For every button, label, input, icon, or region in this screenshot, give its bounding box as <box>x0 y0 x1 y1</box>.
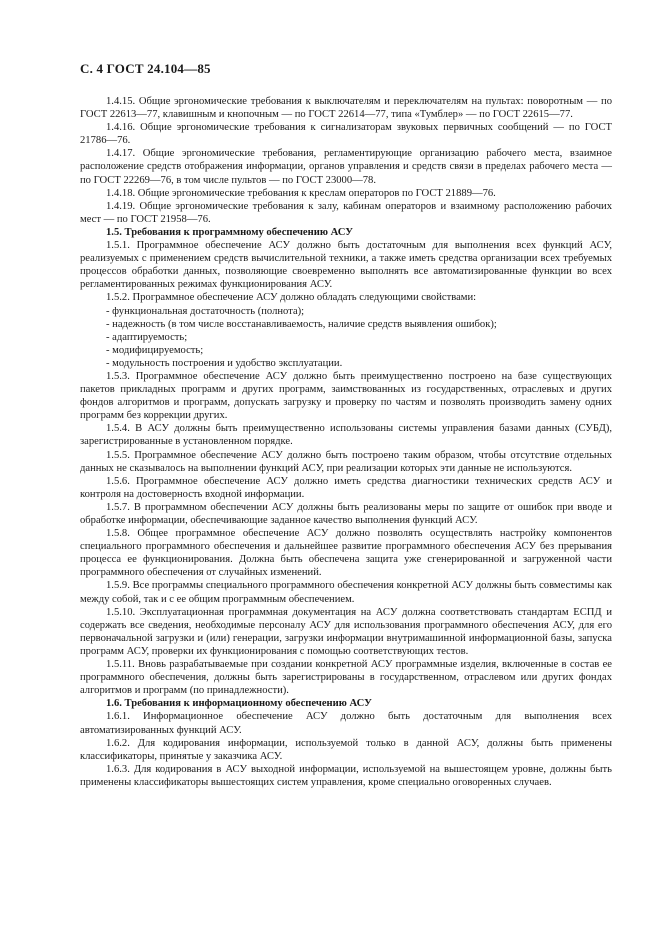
paragraph: 1.5.8. Общее программное обеспечение АСУ должно позволять осуществлять настройку компонентов специального программного обеспечения и дальнейшее развитие программного обеспечения АСУ без прерывания процесса ее функционирования. Должна быть обеспечена защита уже сгенерированной и загруженной части программного обеспечения от случайных изменений. <box>80 528 612 579</box>
paragraph: 1.5.9. Все программы специального программного обеспечения конкретной АСУ должны быть совместимы как между собой, так и с ее общим программным обеспечением. <box>80 580 612 605</box>
list-item: - адаптируемость; <box>106 331 188 343</box>
paragraph: 1.4.19. Общие эргономические требования к залу, кабинам операторов и взаимному расположению рабочих мест — по ГОСТ 21958—76. <box>80 200 612 225</box>
paragraph: 1.5.3. Программное обеспечение АСУ должно быть преимущественно построено на базе существующих пакетов прикладных программ и других программ, заимствованных из государственных, отраслевых и других фондов алгоритмов и программ, допускать загрузку и проверку по частям и позволять производить замену одних программ без коррекции других. <box>80 370 612 422</box>
paragraph: 1.4.17. Общие эргономические требования, регламентирующие организацию рабочего места, взаимное расположение средств отображения информации, органов управления и средств связи в пределах рабочего места — по ГОСТ 22269—76, в том числе пультов — по ГОСТ 23000—78. <box>80 148 612 186</box>
list-item: - функциональная достаточность (полнота); <box>106 305 305 317</box>
paragraph: 1.5.2. Программное обеспечение АСУ должно обладать следующими свойствами: <box>106 292 477 304</box>
paragraph: 1.4.16. Общие эргономические требования к сигнализаторам звуковых первичных сообщений — по ГОСТ 21786—76. <box>80 122 612 147</box>
list-item: - модульность построения и удобство эксплуатации. <box>106 357 343 369</box>
page-header: С. 4 ГОСТ 24.104—85 <box>80 61 211 76</box>
paragraph: 1.6.2. Для кодирования информации, используемой только в данной АСУ, должны быть применены классификаторы, принятые у заказчика АСУ. <box>80 737 612 762</box>
paragraph: 1.5.6. Программное обеспечение АСУ должно иметь средства диагностики технических средств АСУ и контроля на достоверность входной информации. <box>80 475 612 500</box>
paragraph: 1.6.1. Информационное обеспечение АСУ должно быть достаточным для выполнения всех автоматизированных функций АСУ. <box>80 711 612 736</box>
list-item: - модифицируемость; <box>106 344 204 356</box>
paragraph: 1.5.5. Программное обеспечение АСУ должно быть построено таким образом, чтобы отсутствие отдельных данных не сказывалось на выполнении функций АСУ, при реализации которых эти данные не используются. <box>80 449 612 474</box>
list-item: - надежность (в том числе восстанавливаемость, наличие средств выявления ошибок); <box>106 318 497 330</box>
paragraph: 1.5.11. Вновь разрабатываемые при создании конкретной АСУ программные изделия, включенные в состав ее программного обеспечения, должны быть зарегистрированы в государственном, отраслевом или других фондах алгоритмов и программ (по принадлежности). <box>80 659 612 697</box>
paragraph: 1.5.4. В АСУ должны быть преимущественно использованы системы управления базами данных (СУБД), зарегистрированные в установленном порядке. <box>80 423 612 448</box>
document-body <box>80 95 612 789</box>
paragraph: 1.5.10. Эксплуатационная программная документация на АСУ должна соответствовать стандартам ЕСПД и содержать все сведения, необходимые персоналу АСУ для использования программного обеспечения АСУ, для его первоначальной загрузки и (или) генерации, загрузки информации внутримашинной информационной базы, запуска программ АСУ, проверки их функционирования с помощью соответствующих тестов. <box>80 606 612 657</box>
paragraph: 1.4.15. Общие эргономические требования к выключателям и переключателям на пультах: поворотным — по ГОСТ 22613—77, клавишным и кнопочным — по ГОСТ 22614—77, типа «Тумблер» — по ГОСТ 22615—77. <box>80 96 612 121</box>
section-heading: 1.6. Требования к информационному обеспечению АСУ <box>106 698 372 710</box>
paragraph: 1.6.3. Для кодирования в АСУ выходной информации, используемой на вышестоящем уровне, должны быть применены классификаторы вышестоящих систем управления, кроме специально оговоренных случаев. <box>80 763 612 788</box>
paragraph: 1.5.7. В программном обеспечении АСУ должны быть реализованы меры по защите от ошибок при вводе и обработке информации, обеспечивающие заданное качество выполнения функций АСУ. <box>80 501 612 526</box>
paragraph: 1.5.1. Программное обеспечение АСУ должно быть достаточным для выполнения всех функций АСУ, реализуемых с применением средств вычислительной техники, а также иметь средства организации всех требуемых процессов обработки данных, позволяющие своевременно выполнять все автоматизированные функции во всех регламентированных режимах функционирования АСУ. <box>80 240 612 291</box>
section-heading: 1.5. Требования к программному обеспечению АСУ <box>106 226 353 238</box>
paragraph: 1.4.18. Общие эргономические требования к креслам операторов по ГОСТ 21889—76. <box>106 187 496 199</box>
